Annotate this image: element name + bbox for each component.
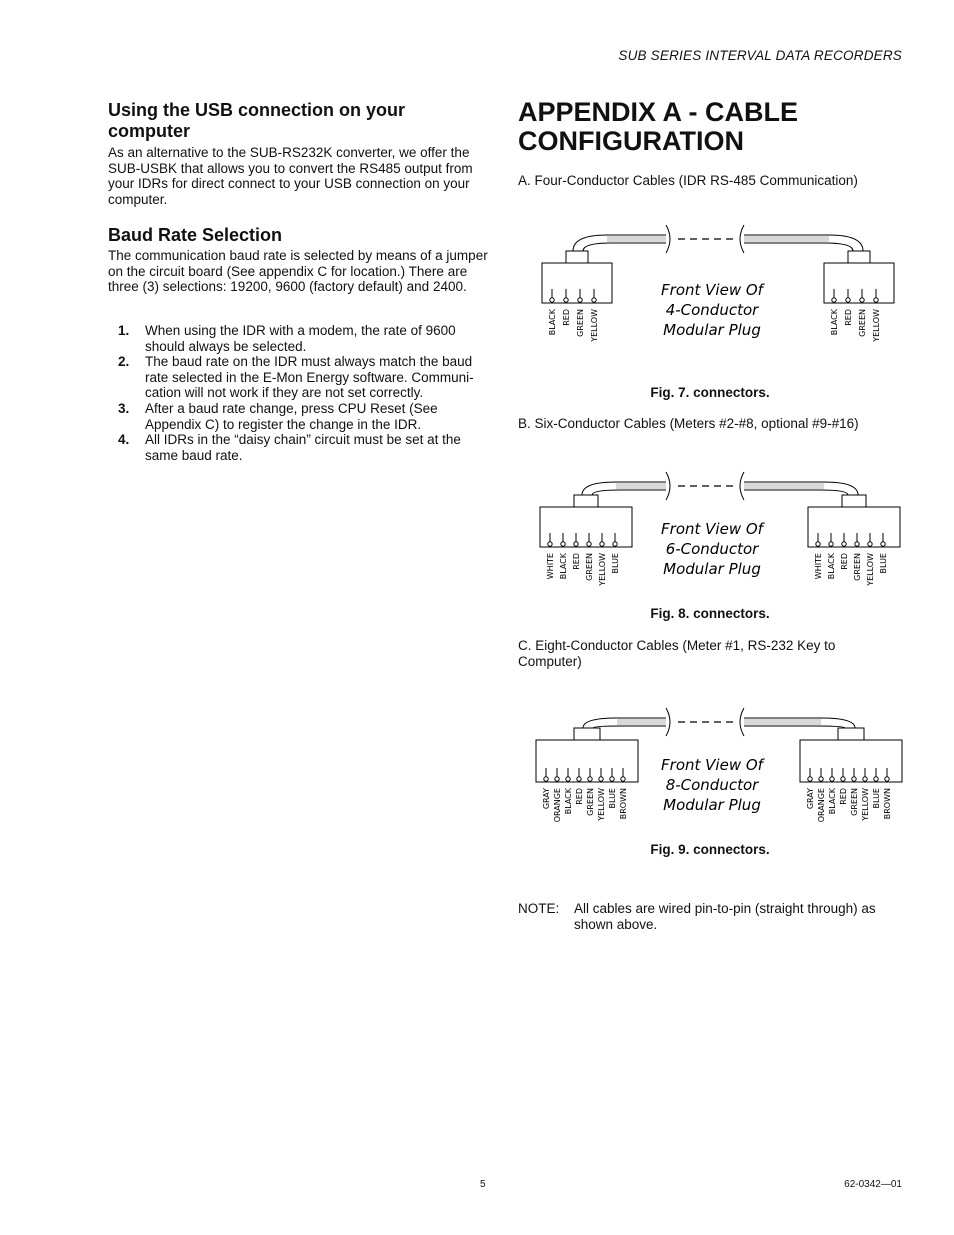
wire-color-label: BROWN bbox=[619, 788, 628, 820]
cable-shade bbox=[617, 719, 666, 725]
plug-body bbox=[540, 507, 632, 547]
cable-section-label-c: C. Eight-Conductor Cables (Meter #1, RS-232 Key to Computer) bbox=[518, 638, 836, 669]
pin-contact bbox=[566, 777, 570, 781]
list-item-number: 1. bbox=[118, 323, 130, 338]
left-plug bbox=[540, 495, 632, 587]
cable-break-mark bbox=[740, 225, 744, 253]
list-item-text: The baud rate on the IDR must always match the baud rate selected in the E-Mon Energy software. Communi-cation will not work if they are not set correctly. bbox=[145, 354, 474, 401]
pin-contact bbox=[578, 298, 582, 302]
pin-contact bbox=[874, 777, 878, 781]
plug-tab bbox=[842, 495, 866, 507]
wire-color-label: GREEN bbox=[853, 553, 862, 581]
wire-color-label: RED bbox=[844, 309, 853, 326]
pin-contact bbox=[860, 298, 864, 302]
cable-break-mark bbox=[666, 225, 670, 253]
wire-color-label: GREEN bbox=[586, 788, 595, 816]
wire-color-label: RED bbox=[562, 309, 571, 326]
usb-section-title: Using the USB connection on your computer bbox=[108, 100, 406, 141]
cable-edge bbox=[583, 243, 666, 251]
pin-contact bbox=[842, 542, 846, 546]
wire-color-label: BLUE bbox=[872, 788, 881, 809]
six-conductor-diagram bbox=[530, 462, 890, 592]
cable-break-mark bbox=[666, 472, 670, 500]
right-plug bbox=[808, 495, 900, 587]
cable-edge bbox=[744, 726, 845, 728]
plug-description-line: Front View Of bbox=[661, 756, 763, 774]
wire-color-label: YELLOW bbox=[872, 309, 881, 342]
pin-contact bbox=[555, 777, 559, 781]
appendix-title: APPENDIX A - CABLE CONFIGURATION bbox=[518, 97, 799, 156]
plug-tab bbox=[838, 728, 864, 740]
pin-contact bbox=[599, 777, 603, 781]
cable-diagram-svg bbox=[530, 462, 890, 592]
wire-color-label: BLACK bbox=[564, 788, 573, 815]
plug-body bbox=[808, 507, 900, 547]
plug-tab bbox=[848, 251, 870, 263]
plug-description-line: 6-Conductor bbox=[665, 540, 759, 558]
list-item-number: 4. bbox=[118, 432, 130, 448]
list-item-number: 3. bbox=[118, 400, 130, 416]
plug-description-line: Front View Of bbox=[661, 520, 763, 538]
pin-contact bbox=[548, 542, 552, 546]
cable-edge bbox=[592, 490, 666, 495]
running-head: SUB SERIES INTERVAL DATA RECORDERS bbox=[618, 48, 902, 63]
wire-color-label: GRAY bbox=[806, 788, 815, 810]
pin-contact bbox=[855, 542, 859, 546]
list-item bbox=[108, 401, 488, 432]
pin-contact bbox=[816, 542, 820, 546]
pin-contact bbox=[544, 777, 548, 781]
wire-color-label: ORANGE bbox=[817, 788, 826, 823]
cable-shade bbox=[744, 483, 824, 489]
cable bbox=[573, 225, 863, 253]
baud-section-text: The communication baud rate is selected by means of a jumper on the circuit board (See appendix C for location.) There are three (3) selections: 19200, 9600 (factory default) and 2400. bbox=[108, 248, 488, 295]
pin-contact bbox=[574, 542, 578, 546]
wire-color-label: BLACK bbox=[830, 309, 839, 336]
wire-color-label: YELLOW bbox=[861, 788, 870, 821]
cable-shade bbox=[616, 483, 666, 489]
cable-diagram-svg bbox=[530, 215, 890, 355]
cable-edge bbox=[744, 243, 853, 251]
pin-contact bbox=[819, 777, 823, 781]
note-label: NOTE: bbox=[518, 901, 560, 916]
wire-color-label: BROWN bbox=[883, 788, 892, 820]
eight-conductor-diagram bbox=[530, 704, 895, 824]
wire-color-label: YELLOW bbox=[598, 553, 607, 586]
pin-contact bbox=[564, 298, 568, 302]
plug-description-line: Modular Plug bbox=[663, 796, 761, 814]
figure-caption-9: Fig. 9. connectors. bbox=[650, 842, 770, 857]
cable-section-label-b: B. Six-Conductor Cables (Meters #2-#8, optional #9-#16) bbox=[518, 416, 859, 431]
list-item-text: After a baud rate change, press CPU Reset (See Appendix C) to register the change in the IDR. bbox=[145, 400, 438, 432]
plug-description-line: Modular Plug bbox=[663, 321, 761, 339]
wire-color-label: GRAY bbox=[542, 788, 551, 810]
list-item-text: When using the IDR with a modem, the rate of 9600 should always be selected. bbox=[145, 323, 456, 354]
plug-description-line: Front View Of bbox=[661, 281, 763, 299]
plug-tab bbox=[574, 495, 598, 507]
wire-color-label: BLACK bbox=[559, 553, 568, 580]
usb-section-text: As an alternative to the SUB-RS232K converter, we offer the SUB-USBK that allows you to convert the RS485 output from your IDRs for direct connect to your USB connection on your computer. bbox=[108, 145, 473, 207]
note-text: All cables are wired pin-to-pin (straight through) as shown above. bbox=[574, 901, 876, 932]
wire-color-label: RED bbox=[575, 788, 584, 805]
pin-contact bbox=[885, 777, 889, 781]
pin-contact bbox=[592, 298, 596, 302]
wire-color-label: YELLOW bbox=[597, 788, 606, 821]
document-number: 62-0342—01 bbox=[844, 1179, 902, 1190]
wire-color-label: BLUE bbox=[879, 553, 888, 574]
cable bbox=[582, 472, 858, 500]
right-plug bbox=[824, 251, 894, 343]
baud-rate-list bbox=[108, 323, 488, 463]
wire-color-label: RED bbox=[839, 788, 848, 805]
wire-color-label: GREEN bbox=[585, 553, 594, 581]
wire-color-label: YELLOW bbox=[590, 309, 599, 342]
wire-color-label: BLACK bbox=[548, 309, 557, 336]
page-number: 5 bbox=[480, 1179, 486, 1190]
plug-tab bbox=[566, 251, 588, 263]
pin-contact bbox=[588, 777, 592, 781]
four-conductor-diagram bbox=[530, 215, 890, 355]
pin-contact bbox=[846, 298, 850, 302]
plug-description-line: 4-Conductor bbox=[665, 301, 759, 319]
cable-edge bbox=[593, 726, 666, 728]
figure-caption-7: Fig. 7. connectors. bbox=[650, 385, 770, 400]
wire-color-label: ORANGE bbox=[553, 788, 562, 823]
pin-contact bbox=[610, 777, 614, 781]
plug-description-line: 8-Conductor bbox=[665, 776, 759, 794]
baud-section-title: Baud Rate Selection bbox=[108, 225, 283, 245]
wire-color-label: YELLOW bbox=[866, 553, 875, 586]
wire-color-label: BLACK bbox=[827, 553, 836, 580]
list-item bbox=[108, 354, 488, 401]
wire-color-label: RED bbox=[572, 553, 581, 570]
cable-shade bbox=[744, 236, 829, 242]
cable-break-mark bbox=[666, 708, 670, 736]
pin-contact bbox=[868, 542, 872, 546]
wire-color-label: RED bbox=[840, 553, 849, 570]
pin-contact bbox=[830, 777, 834, 781]
wire-color-label: GREEN bbox=[576, 309, 585, 337]
pin-contact bbox=[829, 542, 833, 546]
pin-contact bbox=[852, 777, 856, 781]
pin-contact bbox=[613, 542, 617, 546]
pin-contact bbox=[832, 298, 836, 302]
cable-break-mark bbox=[740, 708, 744, 736]
pin-contact bbox=[841, 777, 845, 781]
figure-caption-8: Fig. 8. connectors. bbox=[650, 606, 770, 621]
wire-color-label: GREEN bbox=[858, 309, 867, 337]
list-item-text: All IDRs in the “daisy chain” circuit must be set at the same baud rate. bbox=[145, 432, 461, 463]
left-plug bbox=[542, 251, 612, 343]
cable bbox=[583, 708, 855, 736]
wire-color-label: GREEN bbox=[850, 788, 859, 816]
wire-color-label: WHITE bbox=[814, 553, 823, 580]
right-plug bbox=[800, 728, 902, 822]
wire-color-label: BLACK bbox=[828, 788, 837, 815]
pin-contact bbox=[621, 777, 625, 781]
pin-contact bbox=[561, 542, 565, 546]
pin-contact bbox=[808, 777, 812, 781]
cable-shade bbox=[744, 719, 821, 725]
wire-color-label: BLUE bbox=[611, 553, 620, 574]
pin-contact bbox=[881, 542, 885, 546]
left-plug bbox=[536, 728, 638, 822]
pin-contact bbox=[874, 298, 878, 302]
cable-edge bbox=[744, 490, 848, 495]
pin-contact bbox=[577, 777, 581, 781]
cable-diagram-svg bbox=[530, 704, 895, 824]
wire-color-label: WHITE bbox=[546, 553, 555, 580]
cable-break-mark bbox=[740, 472, 744, 500]
pin-contact bbox=[587, 542, 591, 546]
pin-contact bbox=[863, 777, 867, 781]
cable-shade bbox=[607, 236, 666, 242]
plug-description-line: Modular Plug bbox=[663, 560, 761, 578]
cable-section-label-a: A. Four-Conductor Cables (IDR RS-485 Communication) bbox=[518, 173, 858, 188]
pin-contact bbox=[550, 298, 554, 302]
list-item bbox=[108, 323, 488, 354]
list-item bbox=[108, 432, 488, 463]
plug-tab bbox=[574, 728, 600, 740]
pin-contact bbox=[600, 542, 604, 546]
list-item-number: 2. bbox=[118, 354, 130, 370]
wire-color-label: BLUE bbox=[608, 788, 617, 809]
